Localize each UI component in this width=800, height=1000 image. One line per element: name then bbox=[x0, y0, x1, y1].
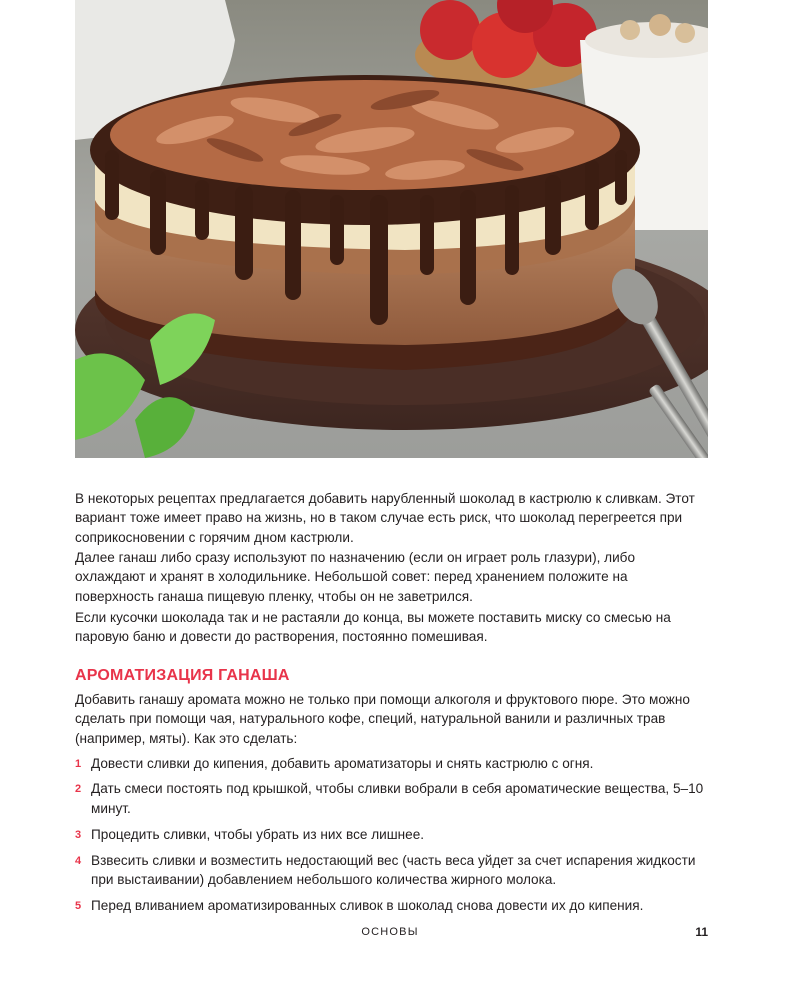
steps-list bbox=[75, 754, 709, 916]
body-paragraph: Далее ганаш либо сразу используют по назначению (если он играет роль глазури), либо охлаждают и хранят в холодильнике. Небольшой совет: перед хранением положите на поверхность ганаша пищевую пленку, чтобы он не заветрился. bbox=[75, 550, 636, 604]
step-text: Процедить сливки, чтобы убрать из них все лишнее. bbox=[91, 827, 425, 843]
section-intro: Добавить ганашу аромата можно не только при помощи алкоголя и фруктового пюре. Это можно сделать при помощи чая, натурального кофе, специй, натуральной ванили и различных трав (например, мяты). Как это сделать: bbox=[75, 692, 690, 746]
step-text: Взвесить сливки и возместить недостающий вес (часть веса уйдет за счет испарения жидкости при выстаивании) добавлением небольшого количества жирного молока. bbox=[91, 852, 696, 888]
step-text: Дать смеси постоять под крышкой, чтобы сливки вобрали в себя ароматические вещества, 5–10 минут. bbox=[91, 781, 704, 816]
step-number: 4 bbox=[75, 854, 82, 867]
step-number: 3 bbox=[75, 829, 82, 842]
step-text: Довести сливки до кипения, добавить ароматизаторы и снять кастрюлю с огня. bbox=[91, 756, 594, 771]
chocolate-cake-photo bbox=[75, 0, 708, 458]
step-item bbox=[75, 754, 709, 773]
step-item bbox=[75, 896, 709, 915]
page-number: 11 bbox=[695, 925, 708, 939]
step-number: 5 bbox=[75, 900, 82, 913]
step-number: 2 bbox=[75, 783, 82, 796]
step-item bbox=[75, 779, 709, 818]
step-number: 1 bbox=[75, 758, 82, 770]
step-text: Перед вливанием ароматизированных сливок в шоколад снова довести их до кипения. bbox=[91, 898, 644, 914]
body-paragraph: Если кусочки шоколада так и не растаяли до конца, вы можете поставить миску со смесью на паровую баню и довести до растворения, постоянно помешивая. bbox=[75, 610, 671, 645]
section-heading: АРОМАТИЗАЦИЯ ГАНАША bbox=[75, 667, 290, 684]
body-paragraph: В некоторых рецептах предлагается добавить нарубленный шоколад в кастрюлю к сливкам. Этот вариант тоже имеет право на жизнь, но в таком случае есть риск, что шоколад перегреется при соприкосновении с горячим дном кастрюли. bbox=[75, 491, 695, 545]
running-footer-section: ОСНОВЫ bbox=[361, 926, 419, 938]
step-item bbox=[75, 825, 709, 844]
step-item bbox=[75, 851, 709, 890]
